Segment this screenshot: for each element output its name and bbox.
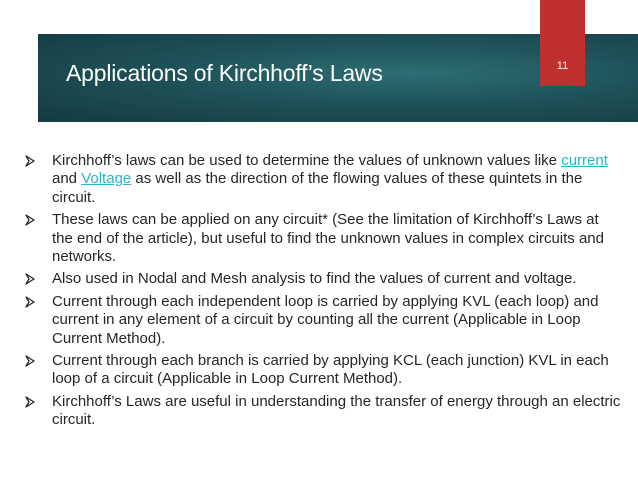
current-link[interactable]: current — [561, 152, 608, 169]
bullet-text: Also used in Nodal and Mesh analysis to find the values of current and voltage. — [52, 270, 577, 288]
page-number: 11 — [556, 60, 569, 72]
slide-title: Applications of Kirchhoff’s Laws — [66, 60, 383, 86]
arrow-bullet-icon — [24, 355, 36, 367]
bullet-text: These laws can be applied on any circuit* (See the limitation of Kirchhoff’s Laws at the end of the article), but useful to find the unknown values in complex circuits and networks. — [52, 211, 604, 266]
bullet-list — [24, 152, 622, 434]
page-number-tab — [540, 0, 585, 86]
bullet-text: Kirchhoff’s laws can be used to determine the values of unknown values like — [52, 152, 562, 169]
bullet-text: Kirchhoff’s Laws are useful in understanding the transfer of energy through an electric circuit. — [52, 392, 621, 429]
bullet-text: Current through each branch is carried by applying KCL (each junction) KVL in each loop of a circuit (Applicable in Loop Current Method). — [52, 352, 609, 388]
bullet-item — [24, 393, 622, 430]
bullet-item — [24, 270, 622, 288]
bullet-item — [24, 152, 622, 207]
bullet-text: as well as the direction of the flowing values of these quintets in the circuit. — [52, 170, 583, 206]
bullet-item — [24, 293, 622, 348]
arrow-bullet-icon — [24, 396, 36, 408]
arrow-bullet-icon — [24, 155, 36, 167]
bullet-text: Current through each independent loop is carried by applying KVL (each loop) and current in any element of a circuit by counting all the current (Applicable in Loop Current Method). — [52, 292, 599, 347]
bullet-item — [24, 211, 622, 266]
voltage-link[interactable]: Voltage — [81, 170, 132, 188]
arrow-bullet-icon — [24, 296, 36, 308]
bullet-item — [24, 352, 622, 389]
bullet-text: and — [52, 170, 82, 188]
arrow-bullet-icon — [24, 214, 36, 226]
arrow-bullet-icon — [24, 273, 36, 285]
